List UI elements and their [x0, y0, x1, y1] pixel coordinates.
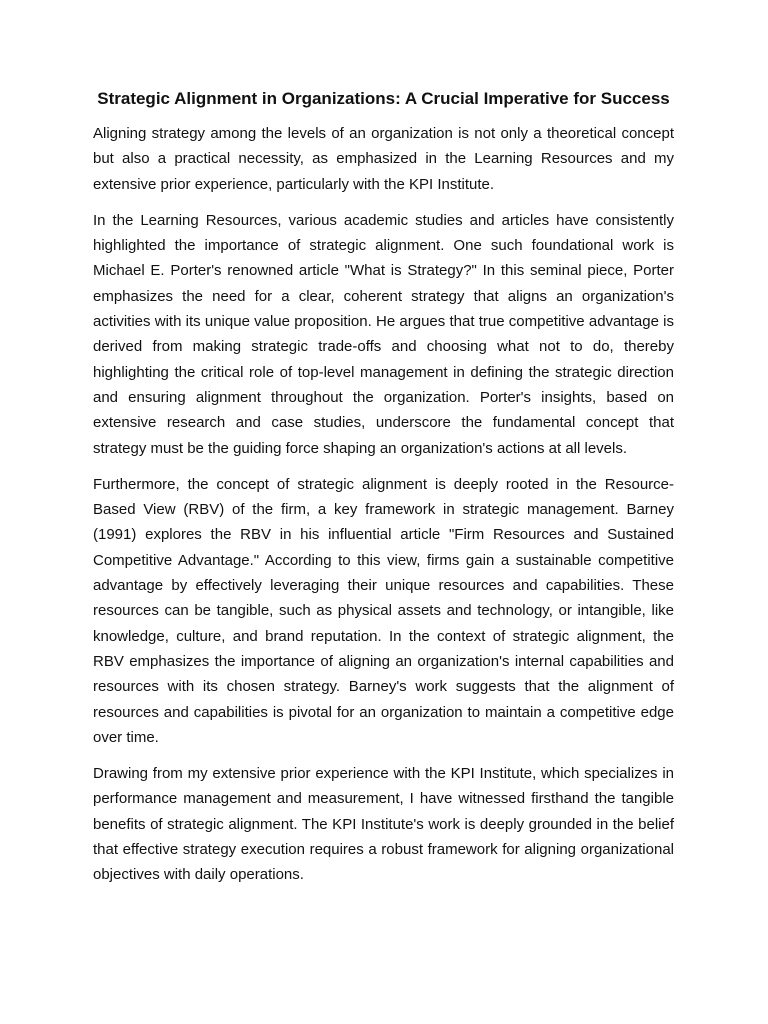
document-title: Strategic Alignment in Organizations: A Crucial Imperative for Success	[97, 89, 670, 108]
paragraph-intro: Aligning strategy among the levels of an organization is not only a theoretical concept but also a practical necessity, as emphasized in the Learning Resources and my extensive prior experience, particularly with the KPI Institute.	[93, 125, 674, 193]
document-body	[93, 84, 674, 899]
paragraph-porter: In the Learning Resources, various academic studies and articles have consistently highlighted the importance of strategic alignment. One such foundational work is Michael E. Porter's renowned article "What is Strategy?" In this seminal piece, Porter emphasizes the need for a clear, coherent strategy that aligns an organization's activities with its unique value proposition. He argues that true competitive advantage is derived from making strategic trade-offs and choosing what not to do, thereby highlighting the critical role of top-level management in defining the strategic direction and ensuring alignment throughout the organization. Porter's insights, based on extensive research and case studies, underscore the fundamental concept that strategy must be the guiding force shaping an organization's actions at all levels.	[93, 211, 674, 457]
paragraph-kpi-institute: Drawing from my extensive prior experience with the KPI Institute, which specializes in performance management and measurement, I have witnessed firsthand the tangible benefits of strategic alignment. The KPI Institute's work is deeply grounded in the belief that effective strategy execution requires a robust framework for aligning organizational objectives with daily operations.	[93, 765, 674, 884]
paragraph-rbv: Furthermore, the concept of strategic alignment is deeply rooted in the Resource-Based View (RBV) of the firm, a key framework in strategic management. Barney (1991) explores the RBV in his influential article "Firm Resources and Sustained Competitive Advantage." According to this view, firms gain a sustainable competitive advantage by effectively leveraging their unique resources and capabilities. These resources can be tangible, such as physical assets and technology, or intangible, like knowledge, culture, and brand reputation. In the context of strategic alignment, the RBV emphasizes the importance of aligning an organization's internal capabilities and resources with its chosen strategy. Barney's work suggests that the alignment of resources and capabilities is pivotal for an organization to maintain a competitive edge over time.	[93, 475, 674, 746]
